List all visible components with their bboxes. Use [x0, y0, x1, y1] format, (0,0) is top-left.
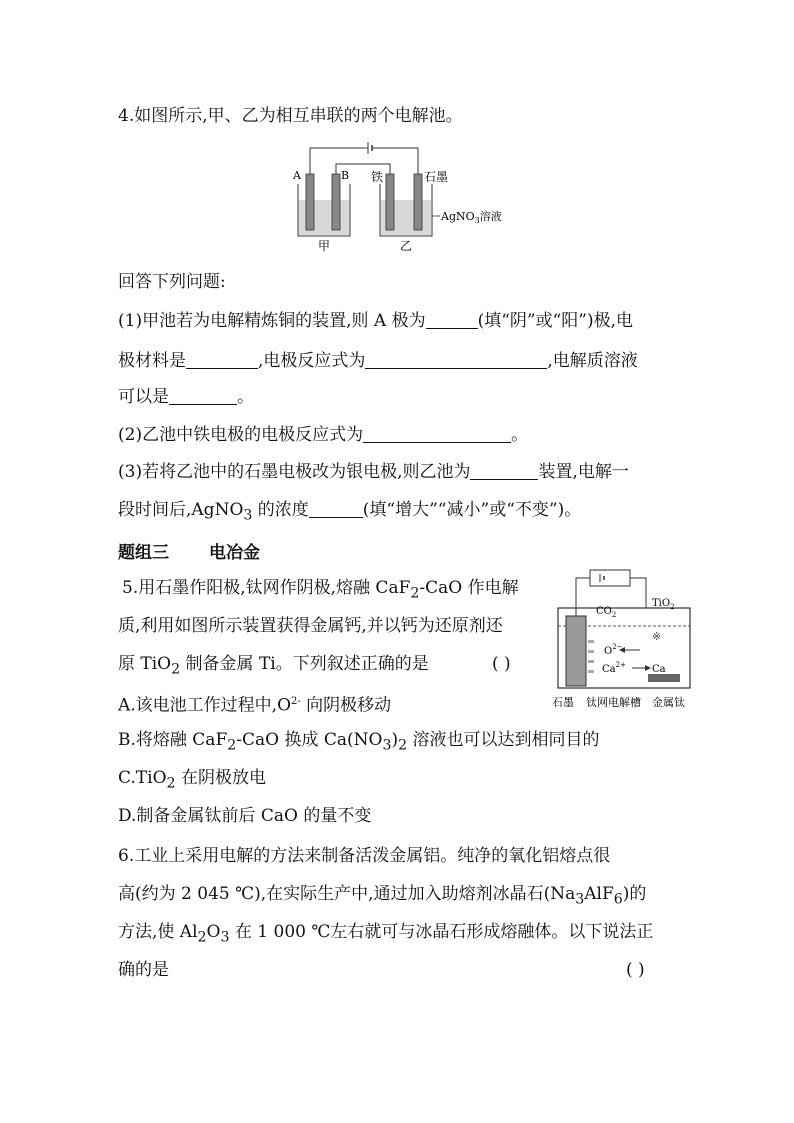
label-a: A	[293, 169, 301, 182]
answer-blank[interactable]	[309, 501, 363, 518]
q4-part1-line2: 极材料是 ,电极反应式为 ,电解质溶液	[118, 351, 638, 371]
answer-blank[interactable]	[363, 426, 511, 443]
label-yi: 乙	[400, 239, 413, 252]
label-ca2: $Ca^{2+}$	[602, 661, 626, 675]
label-co2: $CO_2$	[596, 606, 617, 619]
calcium-electrolysis-figure	[548, 568, 700, 710]
label-metal: 金属钛	[652, 696, 685, 709]
section-title: 题组三 电冶金	[118, 543, 260, 563]
q6-line3: 方法,使 $Al_2O_3$ 在 1 000 ℃左右就可与冰晶石形成熔融体。以下说法正	[118, 922, 654, 946]
label-tinet: 钛网电解槽	[586, 696, 641, 709]
q5-option-d[interactable]: D.制备金属钛前后 CaO 的量不变	[118, 806, 372, 826]
label-graphite: 石墨	[424, 170, 449, 184]
label-ca: Ca	[652, 664, 666, 675]
q5-line2: 质,利用如图所示装置获得金属钙,并以钙为还原剂还	[118, 616, 503, 636]
label-iron: 铁	[371, 170, 384, 184]
answer-blank[interactable]	[186, 352, 258, 369]
q6-line2: 高(约为 2 045 ℃),在实际生产中,通过加入助熔剂冰晶石$(Na_3AlF_6)$的	[118, 884, 647, 908]
q5-line1: 5.用石墨作阳极,钛网作阴极,熔融 CaF$_2$-CaO 作电解	[122, 578, 519, 602]
label-agno3: AgNO$_3$溶液	[441, 210, 502, 225]
q4-prompt: 回答下列问题:	[118, 272, 226, 292]
answer-paren[interactable]: ( )	[626, 960, 645, 980]
q5-option-c[interactable]: C.TiO$_2$ 在阴极放电	[118, 768, 266, 792]
answer-blank[interactable]	[426, 312, 478, 329]
q4-part1-line1: (1)甲池若为电解精炼铜的装置,则 A 极为 (填“阴”或“阳”)极,电	[118, 311, 634, 331]
label-o2: $O^{2-}$	[604, 643, 623, 657]
electrolysis-cells-figure	[290, 140, 510, 252]
q4-stem: 4.如图所示,甲、乙为相互串联的两个电解池。	[118, 106, 463, 126]
label-jia: 甲	[318, 239, 331, 252]
answer-blank[interactable]	[470, 463, 538, 480]
q5-option-a[interactable]: A.该电池工作过程中$,O^{2-}$ 向阴极移动	[118, 695, 392, 716]
q5-option-b[interactable]: B.将熔融 CaF$_2$-CaO 换成 $Ca(NO_3)_2$ 溶液也可以达到相同目的	[118, 730, 600, 754]
label-b: B	[341, 169, 350, 182]
q4-part1-line3: 可以是 。	[118, 387, 254, 407]
q6-line4: 确的是	[118, 960, 169, 980]
q4-part3-line1: (3)若将乙池中的石墨电极改为银电极,则乙池为 装置,电解一	[118, 462, 629, 482]
q6-line1: 6.工业上采用电解的方法来制备活泼金属铝。纯净的氧化铝熔点很	[118, 846, 611, 866]
answer-blank[interactable]	[365, 352, 547, 369]
svg-text:※: ※	[652, 630, 662, 643]
answer-blank[interactable]	[169, 388, 237, 405]
q4-part3-line2: 段时间后,AgNO$_3$ 的浓度 (填“增大”“减小”或“不变”)。	[118, 500, 582, 524]
label-graphite: 石墨	[552, 696, 574, 709]
label-tio2: TiO$_2$	[652, 598, 675, 611]
q4-part2: (2)乙池中铁电极的电极反应式为 。	[118, 425, 529, 445]
answer-paren[interactable]: ( )	[492, 654, 511, 674]
q5-line3: 原 TiO$_2$ 制备金属 Ti。下列叙述正确的是	[118, 654, 429, 678]
